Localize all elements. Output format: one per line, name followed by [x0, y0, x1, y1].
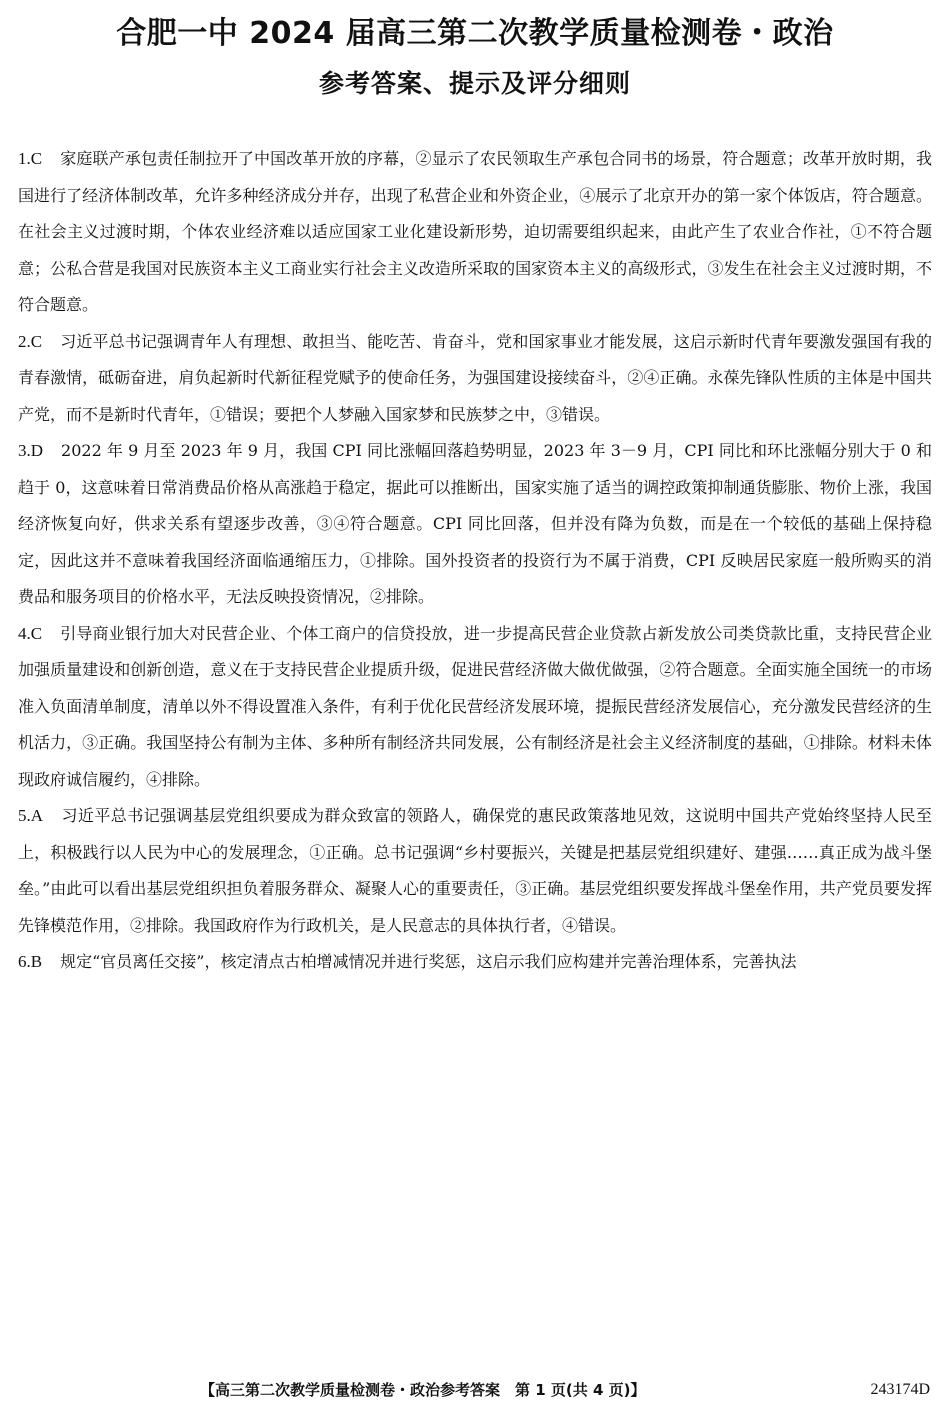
answer-explanation: 习近平总书记强调基层党组织要成为群众致富的领路人，确保党的惠民政策落地见效，这说明中国共产党始终坚持人民至上，积极践行以人民为中心的发展理念，①正确。总书记强调“乡村要振兴，关键是把基层党组织建好、建强……真正成为战斗堡垒。”由此可以看出基层党组织担负着服务群众、凝聚人心的重要责任，③正确。基层党组织要发挥战斗堡垒作用，共产党员要发挥先锋模范作用，②排除。我国政府作为行政机关，是人民意志的具体执行者，④错误。 [18, 806, 932, 935]
answer-item-2 [18, 324, 932, 434]
answer-choice: C [30, 149, 43, 168]
answer-explanation: 2022 年 9 月至 2023 年 9 月，我国 CPI 同比涨幅回落趋势明显，2023 年 3－9 月，CPI 同比和环比涨幅分别大于 0 和趋于 0，这意味着日常消费品价格从高涨趋于稳定，据此可以推断出，国家实施了适当的调控政策抑制通货膨胀、物价上涨，我国经济恢复向好，供求关系有望逐步改善，③④符合题意。CPI 同比回落，但并没有降为负数，而是在一个较低的基础上保持稳定，因此这并不意味着我国经济面临通缩压力，①排除。国外投资者的投资行为不属于消费，CPI 反映居民家庭一般所购买的消费品和服务项目的价格水平，无法反映投资情况，②排除。 [18, 441, 932, 606]
answer-number: 4. [18, 623, 31, 643]
answer-list [18, 141, 932, 981]
answer-item-3 [18, 433, 932, 616]
answer-item-4 [18, 616, 932, 799]
answer-choice: D [30, 441, 44, 460]
answer-explanation: 家庭联产承包责任制拉开了中国改革开放的序幕，②显示了农民领取生产承包合同书的场景，符合题意；改革开放时期，我国进行了经济体制改革，允许多种经济成分并存，出现了私营企业和外资企业，④展示了北京开办的第一家个体饭店，符合题意。在社会主义过渡时期，个体农业经济难以适应国家工业化建设新形势，迫切需要组织起来，由此产生了农业合作社，①不符合题意；公私合营是我国对民族资本主义工商业实行社会主义改造所采取的国家资本主义的高级形式，③发生在社会主义过渡时期，不符合题意。 [18, 149, 932, 314]
answer-explanation: 引导商业银行加大对民营企业、个体工商户的信贷投放，进一步提高民营企业贷款占新发放公司类贷款比重，支持民营企业加强质量建设和创新创造，意义在于支持民营企业提质升级，促进民营经济做大做优做强，②符合题意。全面实施全国统一的市场准入负面清单制度，清单以外不得设置准入条件，有利于优化民营经济发展环境，提振民营经济发展信心，充分激发民营经济的生机活力，③正确。我国坚持公有制为主体、多种所有制经济共同发展，公有制经济是社会主义经济制度的基础，①排除。材料未体现政府诚信履约，④排除。 [18, 623, 932, 789]
answer-item-6 [18, 944, 932, 981]
answer-explanation: 习近平总书记强调青年人有理想、敢担当、能吃苦、肯奋斗，党和国家事业才能发展，这启示新时代青年要激发强国有我的青春激情，砥砺奋进，肩负起新时代新征程党赋予的使命任务，为强国建设接续奋斗，②④正确。永葆先锋队性质的主体是中国共产党，而不是新时代青年，①错误；要把个人梦融入国家梦和民族梦之中，③错误。 [18, 331, 932, 424]
answer-item-1 [18, 141, 932, 324]
answer-number: 3. [18, 441, 31, 460]
answer-number: 1. [18, 149, 31, 168]
answer-number: 2. [18, 331, 31, 351]
answer-number: 6. [18, 952, 31, 971]
page-footer [0, 1376, 950, 1404]
answer-choice: C [30, 331, 43, 351]
answer-choice: B [30, 952, 43, 971]
answer-number: 5. [18, 806, 31, 825]
footer-code: 243174D [870, 1381, 930, 1398]
answer-choice: C [30, 623, 43, 643]
page-title: 合肥一中 2024 届高三第二次教学质量检测卷・政治 [116, 16, 834, 51]
answer-explanation: 规定“官员离任交接”，核定清点古柏增减情况并进行奖惩，这启示我们应构建并完善治理体系，完善执法 [60, 952, 797, 971]
footer-page-info: 【高三第二次教学质量检测卷・政治参考答案 第 1 页(共 4 页)】 [200, 1381, 646, 1399]
answer-item-5 [18, 798, 932, 944]
answer-choice: A [30, 806, 44, 825]
page-subtitle: 参考答案、提示及评分细则 [318, 69, 631, 98]
